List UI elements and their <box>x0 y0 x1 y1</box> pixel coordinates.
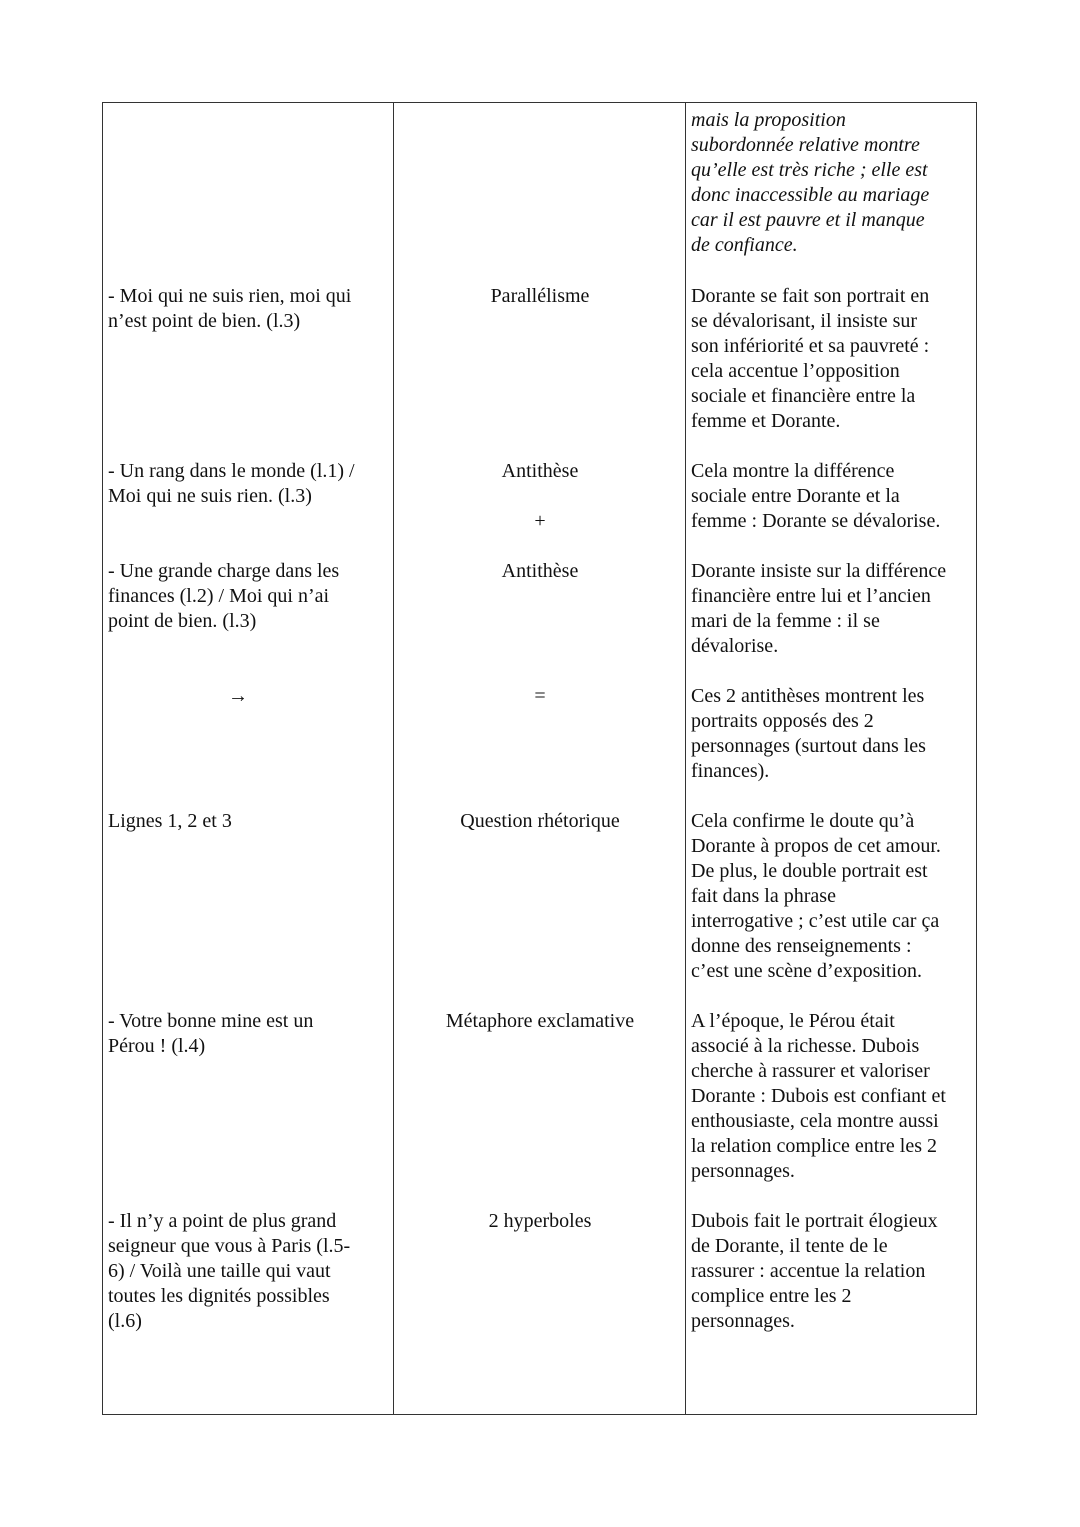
quote-cell: - Votre bonne mine est un Pérou ! (l.4) <box>108 1010 314 1057</box>
interpretation-cell: A l’époque, le Pérou était associé à la richesse. Dubois cherche à rassurer et valoriser Dorante : Dubois est confiant et enthousiaste, cela montre aussi la relation complice entre les 2 personnages. <box>691 1010 946 1182</box>
figure-cell: = <box>534 685 546 707</box>
interpretation-cell: Cela montre la différence sociale entre Dorante et la femme : Dorante se dévalorise. <box>691 460 941 532</box>
interpretation-cell: Dorante se fait son portrait en se dévalorisant, il insiste sur son infériorité et sa pauvreté : cela accentue l’opposition sociale et financière entre la femme et Dorante. <box>691 285 930 432</box>
interpretation-cell: Dorante insiste sur la différence financière entre lui et l’ancien mari de la femme : il se dévalorise. <box>691 560 947 657</box>
interpretation-cell: Dubois fait le portrait élogieux de Dorante, il tente de le rassurer : accentue la relation complice entre les 2 personnages. <box>691 1210 938 1332</box>
figure-cell: 2 hyperboles <box>488 1210 592 1232</box>
interpretation-cell: Ces 2 antithèses montrent les portraits opposés des 2 personnages (surtout dans les finances). <box>691 685 926 782</box>
figure-cell: Question rhétorique <box>460 810 620 832</box>
quote-cell: - Il n’y a point de plus grand seigneur que vous à Paris (l.5- 6) / Voilà une taille qui vaut toutes les dignités possibles (l.6) <box>108 1210 351 1332</box>
figure-cell: Métaphore exclamative <box>445 1010 635 1032</box>
figure-cell: Antithèse + <box>501 460 579 532</box>
column-divider <box>685 102 686 1415</box>
column-divider <box>393 102 394 1415</box>
quote-cell: - Une grande charge dans les finances (l.2) / Moi qui n’ai point de bien. (l.3) <box>108 560 340 632</box>
figure-cell: Antithèse <box>501 560 579 582</box>
figure-cell: Parallélisme <box>490 285 590 307</box>
arrow-icon: → <box>228 685 248 707</box>
interpretation-cell: Cela confirme le doute qu’à Dorante à propos de cet amour. De plus, le double portrait est fait dans la phrase interrogative ; c’est utile car ça donne des renseignements : c’est une scène d’exposition. <box>691 810 941 982</box>
quote-cell: - Un rang dans le monde (l.1) / Moi qui ne suis rien. (l.3) <box>108 460 355 507</box>
quote-cell: - Moi qui ne suis rien, moi qui n’est point de bien. (l.3) <box>108 285 352 332</box>
quote-cell: Lignes 1, 2 et 3 <box>108 810 232 832</box>
interpretation-cell: mais la proposition subordonnée relative montre qu’elle est très riche ; elle est donc inaccessible au mariage car il est pauvre et il manque de confiance. <box>691 109 930 256</box>
